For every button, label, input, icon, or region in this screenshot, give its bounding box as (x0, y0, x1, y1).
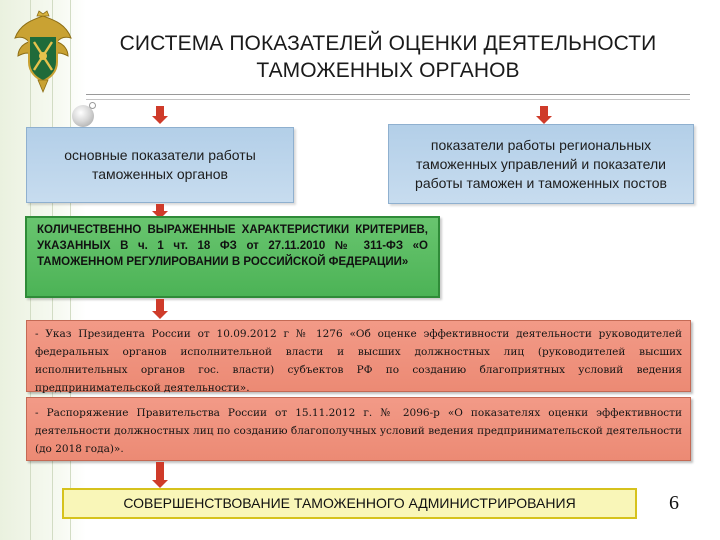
title-line-2: ТАМОЖЕННЫХ ОРГАНОВ (256, 59, 520, 82)
arrow-down (536, 106, 552, 124)
presidential-decree-box (26, 320, 691, 392)
customs-emblem-icon (12, 10, 74, 94)
criteria-box (25, 216, 440, 298)
criteria-text: КОЛИЧЕСТВЕННО ВЫРАЖЕННЫЕ ХАРАКТЕРИСТИКИ КРИТЕРИЕВ, УКАЗАННЫХ В ч. 1 чт. 18 ФЗ от 27.11.2010 № 311-ФЗ «О ТАМОЖЕННОМ РЕГУЛИРОВАНИИ В РОССИЙСКОЙ ФЕДЕРАЦИИ» (37, 224, 428, 268)
regional-indicators-box (388, 124, 694, 204)
presidential-decree-text: - Указ Президента России от 10.09.2012 г № 1276 «Об оценке эффективности деятельности руководителей федеральных органов исполнительной власти и высших должностных лиц (руководителей высших исполнительных органов гос. власти) субъектов РФ по созданию благоприятных условий ведения предпринимательской деятельности». (35, 328, 682, 394)
title-rule (86, 94, 690, 95)
government-order-text: - Распоряжение Правительства России от 15.11.2012 г. № 2096-р «О показателях оценки эффективности деятельности должностных лиц по созданию благополучных условий ведения предпринимательской деятельности (до 2018 года)». (35, 407, 682, 455)
title-rule (86, 99, 690, 100)
customs-administration-box (62, 488, 637, 519)
title-line-1: СИСТЕМА ПОКАЗАТЕЛЕЙ ОЦЕНКИ ДЕЯТЕЛЬНОСТИ (119, 32, 657, 55)
customs-administration-text: СОВЕРШЕНСТВОВАНИЕ ТАМОЖЕННОГО АДМИНИСТРИРОВАНИЯ (123, 495, 576, 511)
page-number: 6 (669, 492, 679, 514)
arrow-down (152, 462, 168, 488)
arrow-down (152, 299, 168, 319)
basic-indicators-text: основные показатели работы таможенных органов (64, 147, 256, 182)
government-order-box (26, 397, 691, 461)
page-title (78, 30, 698, 84)
basic-indicators-box (26, 127, 294, 203)
arrow-down (152, 106, 168, 124)
regional-indicators-text: показатели работы региональных таможенных управлений и показатели работы таможен и таможенных постов (415, 136, 667, 191)
decor-small-circle (89, 102, 96, 109)
